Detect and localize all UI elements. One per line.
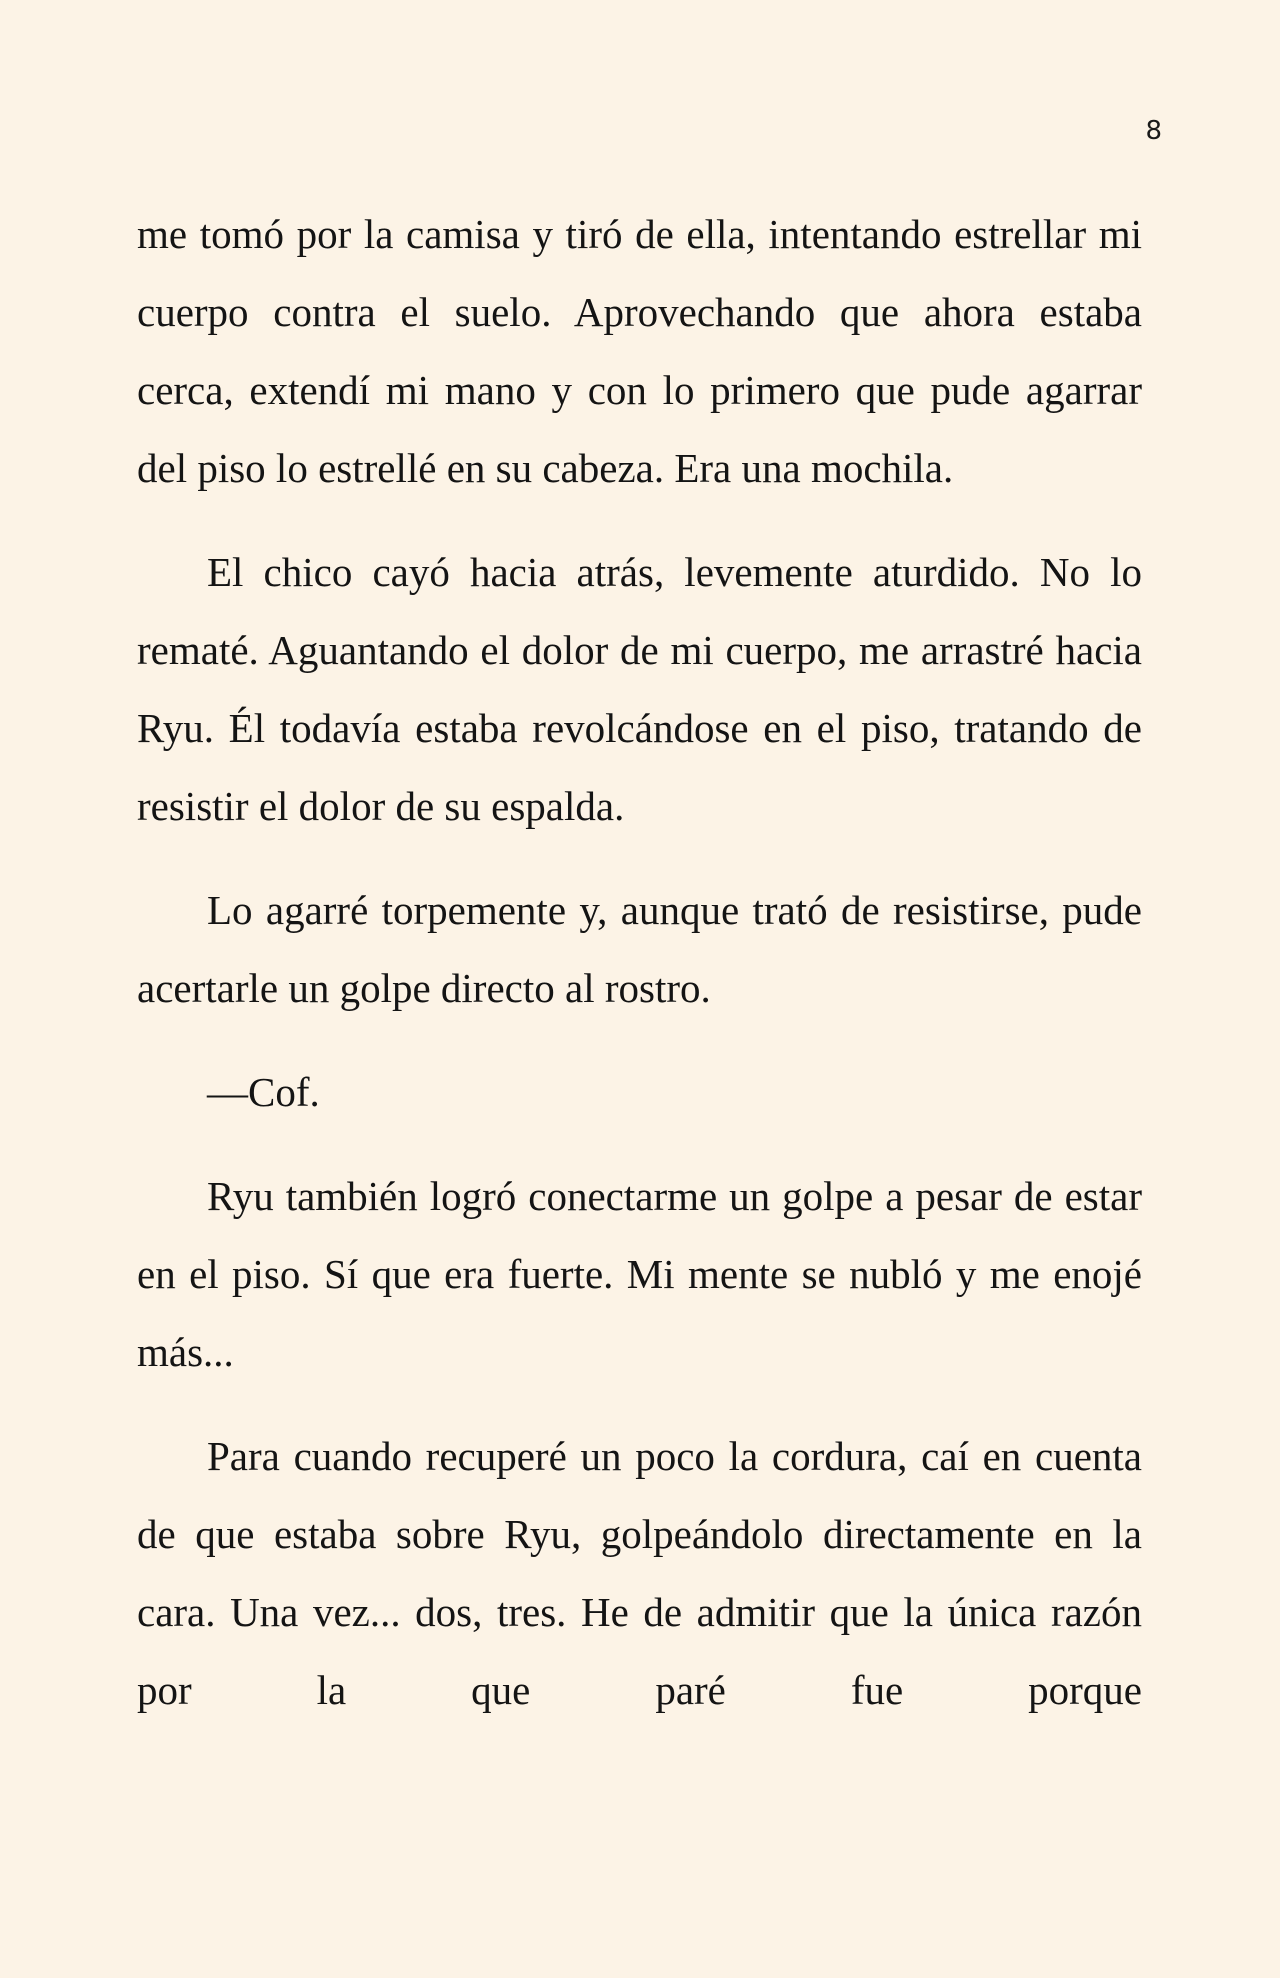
page-body (137, 195, 1142, 1755)
paragraph-4: —Cof. (207, 1069, 320, 1115)
page-number: 8 (1145, 116, 1162, 146)
paragraph-2: El chico cayó hacia atrás, levemente aturdido. No lo rematé. Aguantando el dolor de mi cuerpo, me arrastré hacia Ryu. Él todavía estaba revolcándose en el piso, tratando de resistir el dolor de su espalda. (137, 549, 1142, 829)
paragraph-3: Lo agarré torpemente y, aunque trató de resistirse, pude acertarle un golpe directo al rostro. (137, 887, 1142, 1011)
paragraph-5: Ryu también logró conectarme un golpe a pesar de estar en el piso. Sí que era fuerte. Mi mente se nubló y me enojé más... (137, 1173, 1142, 1375)
paragraph-1: me tomó por la camisa y tiró de ella, intentando estrellar mi cuerpo contra el suelo. Aprovechando que ahora estaba cerca, extendí mi mano y con lo primero que pude agarrar del piso lo estrellé en su cabeza. Era una mochila. (137, 211, 1142, 491)
paragraph-6: Para cuando recuperé un poco la cordura, caí en cuenta de que estaba sobre Ryu, golpeándolo directamente en la cara. Una vez... dos, tres. He de admitir que la única razón por la que paré fue porque (137, 1433, 1142, 1713)
